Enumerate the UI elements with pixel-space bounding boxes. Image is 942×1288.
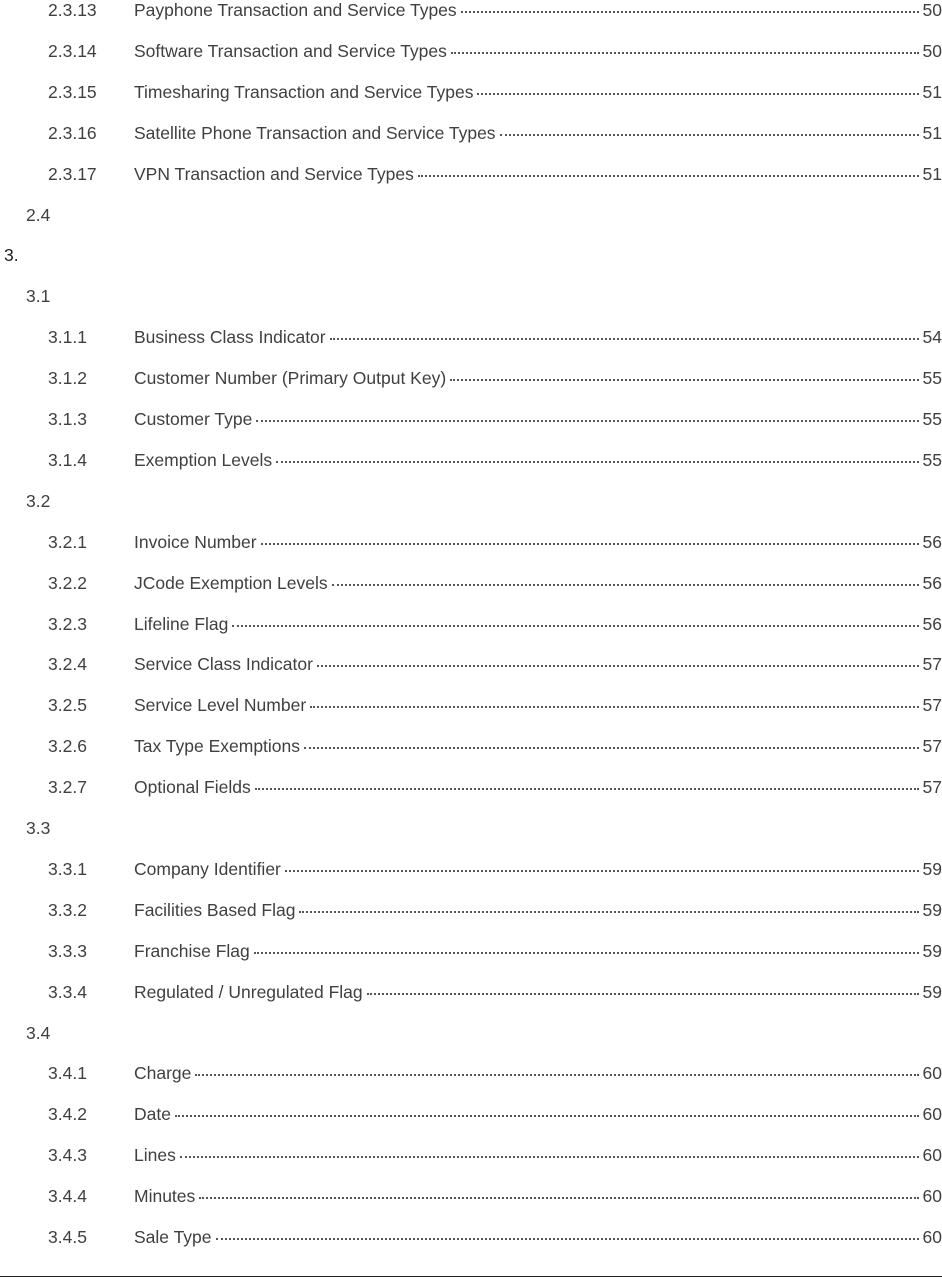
toc-entry-leader-line bbox=[134, 409, 942, 429]
toc-section-heading bbox=[0, 491, 942, 532]
toc-entry-page-number[interactable]: 50 bbox=[922, 40, 942, 61]
toc-entry-number: 3.4.2 bbox=[48, 1104, 87, 1125]
toc-entry-number: 3.3.2 bbox=[48, 899, 87, 920]
toc-entry-number: 3.1.1 bbox=[48, 327, 87, 348]
toc-entry-title[interactable]: Charge bbox=[134, 1063, 192, 1084]
toc-dot-leader bbox=[255, 787, 919, 790]
toc-dot-leader bbox=[261, 542, 919, 545]
toc-entry-page-number[interactable]: 55 bbox=[922, 368, 942, 389]
toc-entry-number: 3.4.1 bbox=[48, 1063, 87, 1084]
toc-entry-number: 2.3.13 bbox=[48, 0, 97, 20]
toc-entry-title[interactable]: Lines bbox=[134, 1145, 176, 1166]
toc-dot-leader bbox=[254, 951, 919, 954]
toc-entry[interactable] bbox=[0, 1186, 942, 1227]
toc-entry-page-number[interactable]: 57 bbox=[922, 654, 942, 675]
toc-entry-title[interactable]: Company Identifier bbox=[134, 858, 281, 879]
toc-entry-page-number[interactable]: 51 bbox=[922, 122, 942, 143]
toc-dot-leader bbox=[461, 10, 919, 13]
toc-entry-title[interactable]: Software Transaction and Service Types bbox=[134, 40, 447, 61]
toc-entry-title[interactable]: JCode Exemption Levels bbox=[134, 572, 328, 593]
toc-entry-leader-line bbox=[134, 1104, 942, 1124]
toc-entry-page-number[interactable]: 59 bbox=[922, 858, 942, 879]
toc-entry-page-number[interactable]: 57 bbox=[922, 777, 942, 798]
toc-entry[interactable] bbox=[0, 695, 942, 736]
toc-entry-leader-line bbox=[134, 82, 942, 102]
toc-entry[interactable] bbox=[0, 0, 942, 41]
toc-entry-leader-line bbox=[134, 164, 942, 184]
toc-entry[interactable] bbox=[0, 164, 942, 205]
toc-entry-page-number[interactable]: 55 bbox=[922, 449, 942, 470]
toc-entry-page-number[interactable]: 60 bbox=[922, 1186, 942, 1207]
toc-entry-number: 3.1.2 bbox=[48, 368, 87, 389]
toc-entry-number: 3.2.4 bbox=[48, 654, 87, 675]
toc-entry-leader-line bbox=[134, 1186, 942, 1206]
toc-entry[interactable] bbox=[0, 82, 942, 123]
footer-divider bbox=[0, 1276, 942, 1277]
toc-entry-title[interactable]: Service Class Indicator bbox=[134, 654, 313, 675]
toc-dot-leader bbox=[367, 992, 919, 995]
toc-entry[interactable] bbox=[0, 450, 942, 491]
toc-entry-leader-line bbox=[134, 450, 942, 470]
toc-entry[interactable] bbox=[0, 982, 942, 1023]
toc-chapter-heading bbox=[0, 245, 942, 286]
toc-entry-number: 3.2.5 bbox=[48, 695, 87, 716]
toc-entry-leader-line bbox=[134, 0, 942, 20]
toc-entry-title[interactable]: Exemption Levels bbox=[134, 449, 273, 470]
toc-dot-leader bbox=[175, 1114, 919, 1117]
toc-entry-leader-line bbox=[134, 1063, 942, 1083]
toc-entry-page-number[interactable]: 60 bbox=[922, 1145, 942, 1166]
toc-entry-leader-line bbox=[134, 532, 942, 552]
toc-dot-leader bbox=[500, 133, 919, 136]
toc-entry-title[interactable]: Tax Type Exemptions bbox=[134, 736, 301, 757]
toc-entry-page-number[interactable]: 60 bbox=[922, 1104, 942, 1125]
toc-heading-number: 3.3 bbox=[26, 818, 51, 838]
toc-dot-leader bbox=[330, 337, 919, 340]
toc-section-heading bbox=[0, 205, 942, 246]
toc-entry-leader-line bbox=[134, 736, 942, 756]
toc-entry-title[interactable]: Invoice Number bbox=[134, 531, 257, 552]
toc-entry[interactable] bbox=[0, 614, 942, 655]
toc-entry-title[interactable]: Customer Type bbox=[134, 409, 253, 429]
toc-heading-number: 3.1 bbox=[26, 286, 51, 307]
toc-entry-leader-line bbox=[134, 695, 942, 715]
toc-entry-number: 3.3.1 bbox=[48, 858, 87, 879]
toc-heading-number: 3. bbox=[4, 245, 19, 266]
toc-entry[interactable] bbox=[0, 900, 942, 941]
toc-entry-number: 3.2.2 bbox=[48, 572, 87, 593]
toc-entry-title[interactable]: Franchise Flag bbox=[134, 940, 250, 961]
toc-entry-title[interactable]: Satellite Phone Transaction and Service Types bbox=[134, 122, 496, 143]
toc-entry-leader-line bbox=[134, 327, 942, 347]
toc-entry-page-number[interactable]: 54 bbox=[922, 327, 942, 348]
toc-entry-leader-line bbox=[134, 982, 942, 1002]
toc-entry[interactable] bbox=[0, 736, 942, 777]
toc-entry-number: 2.3.16 bbox=[48, 122, 97, 143]
toc-entry-page-number[interactable]: 56 bbox=[922, 613, 942, 634]
toc-entry-number: 3.4.5 bbox=[48, 1227, 87, 1247]
toc-entry-number: 3.1.3 bbox=[48, 409, 87, 429]
toc-entry-title[interactable]: VPN Transaction and Service Types bbox=[134, 163, 414, 184]
toc-dot-leader bbox=[332, 583, 919, 586]
toc-dot-leader bbox=[418, 174, 919, 177]
toc-entry-number: 2.3.17 bbox=[48, 163, 97, 184]
toc-entry-title[interactable]: Customer Number (Primary Output Key) bbox=[134, 368, 447, 389]
toc-entry[interactable] bbox=[0, 573, 942, 614]
toc-entry-leader-line bbox=[134, 1227, 942, 1247]
toc-entry-page-number[interactable]: 57 bbox=[922, 695, 942, 716]
toc-entry-number: 2.3.15 bbox=[48, 81, 97, 102]
toc-entry-number: 3.4.3 bbox=[48, 1145, 87, 1166]
toc-heading-number: 3.2 bbox=[26, 490, 51, 511]
toc-entry[interactable] bbox=[0, 532, 942, 573]
toc-entry-page-number[interactable]: 56 bbox=[922, 531, 942, 552]
toc-entry[interactable] bbox=[0, 1227, 942, 1268]
toc-entry-page-number[interactable]: 55 bbox=[922, 409, 942, 429]
toc-entry-title[interactable]: Timesharing Transaction and Service Types bbox=[134, 81, 474, 102]
toc-entry[interactable] bbox=[0, 327, 942, 368]
toc-dot-leader bbox=[195, 1073, 918, 1076]
toc-dot-leader bbox=[299, 910, 918, 913]
toc-entry-page-number[interactable]: 51 bbox=[922, 81, 942, 102]
toc-entry-title[interactable]: Business Class Indicator bbox=[134, 327, 326, 348]
toc-section-heading bbox=[0, 818, 942, 859]
toc-dot-leader bbox=[199, 1196, 918, 1199]
toc-entry[interactable] bbox=[0, 409, 942, 450]
toc-dot-leader bbox=[232, 624, 918, 627]
toc-dot-leader bbox=[256, 419, 918, 422]
toc-entry-number: 2.3.14 bbox=[48, 40, 97, 61]
toc-entry-page-number[interactable]: 59 bbox=[922, 899, 942, 920]
toc-entry-number: 3.4.4 bbox=[48, 1186, 87, 1207]
toc-entry[interactable] bbox=[0, 859, 942, 900]
toc-entry-title[interactable]: Date bbox=[134, 1104, 171, 1125]
toc-entry-leader-line bbox=[134, 859, 942, 879]
toc-entry-title[interactable]: Regulated / Unregulated Flag bbox=[134, 981, 363, 1002]
toc-entry-leader-line bbox=[134, 941, 942, 961]
toc-entry-title[interactable]: Payphone Transaction and Service Types bbox=[134, 0, 457, 20]
toc-entry-page-number[interactable]: 57 bbox=[922, 736, 942, 757]
toc-entry-leader-line bbox=[134, 573, 942, 593]
toc-entry-leader-line bbox=[134, 614, 942, 634]
toc-entry-number: 3.3.3 bbox=[48, 940, 87, 961]
toc-entry-title[interactable]: Facilities Based Flag bbox=[134, 899, 296, 920]
toc-entry-page-number[interactable]: 51 bbox=[922, 163, 942, 184]
toc-dot-leader bbox=[216, 1237, 919, 1240]
toc-entry[interactable] bbox=[0, 123, 942, 164]
toc-entry[interactable] bbox=[0, 1063, 942, 1104]
toc-entry-number: 3.2.7 bbox=[48, 777, 87, 798]
toc-entry-leader-line bbox=[134, 654, 942, 674]
toc-entry-leader-line bbox=[134, 777, 942, 797]
toc-dot-leader bbox=[310, 705, 918, 708]
toc-entry-title[interactable]: Service Level Number bbox=[134, 695, 307, 716]
toc-dot-leader bbox=[276, 460, 918, 463]
toc-section-heading bbox=[0, 1023, 942, 1064]
toc-entry-leader-line bbox=[134, 368, 942, 388]
toc-entry[interactable] bbox=[0, 368, 942, 409]
toc-entry-leader-line bbox=[134, 41, 942, 61]
toc-entry-number: 3.1.4 bbox=[48, 449, 87, 470]
toc-entry-leader-line bbox=[134, 1145, 942, 1165]
toc-entry-title[interactable]: Lifeline Flag bbox=[134, 613, 229, 634]
toc-dot-leader bbox=[304, 746, 919, 749]
toc-entry-page-number[interactable]: 59 bbox=[922, 940, 942, 961]
toc-dot-leader bbox=[451, 51, 919, 54]
toc-entry-number: 3.3.4 bbox=[48, 981, 87, 1002]
toc-entry-title[interactable]: Minutes bbox=[134, 1186, 196, 1207]
toc-entry-title[interactable]: Sale Type bbox=[134, 1227, 212, 1247]
toc-entry-number: 3.2.1 bbox=[48, 531, 87, 552]
toc-entry[interactable] bbox=[0, 41, 942, 82]
toc-dot-leader bbox=[450, 378, 918, 381]
toc-section-heading bbox=[0, 286, 942, 327]
toc-entry-leader-line bbox=[134, 123, 942, 143]
toc-entry-number: 3.2.6 bbox=[48, 736, 87, 757]
toc-entry[interactable] bbox=[0, 1104, 942, 1145]
toc-entry[interactable] bbox=[0, 1145, 942, 1186]
toc-entry-page-number[interactable]: 60 bbox=[922, 1063, 942, 1084]
toc-heading-number: 2.4 bbox=[26, 204, 51, 225]
toc-entry[interactable] bbox=[0, 654, 942, 695]
toc-entry-page-number[interactable]: 56 bbox=[922, 572, 942, 593]
toc-dot-leader bbox=[477, 92, 918, 95]
toc-entry[interactable] bbox=[0, 777, 942, 818]
toc-dot-leader bbox=[285, 869, 919, 872]
toc-entry-page-number[interactable]: 59 bbox=[922, 981, 942, 1002]
toc-entry-title[interactable]: Optional Fields bbox=[134, 777, 251, 798]
toc-entry[interactable] bbox=[0, 941, 942, 982]
toc-entry-page-number[interactable]: 60 bbox=[922, 1227, 942, 1247]
toc-entry-number: 3.2.3 bbox=[48, 613, 87, 634]
toc-entry-leader-line bbox=[134, 900, 942, 920]
toc-heading-number: 3.4 bbox=[26, 1022, 51, 1043]
toc-dot-leader bbox=[180, 1155, 919, 1158]
toc-entry-page-number[interactable]: 50 bbox=[922, 0, 942, 20]
toc-dot-leader bbox=[317, 664, 919, 667]
